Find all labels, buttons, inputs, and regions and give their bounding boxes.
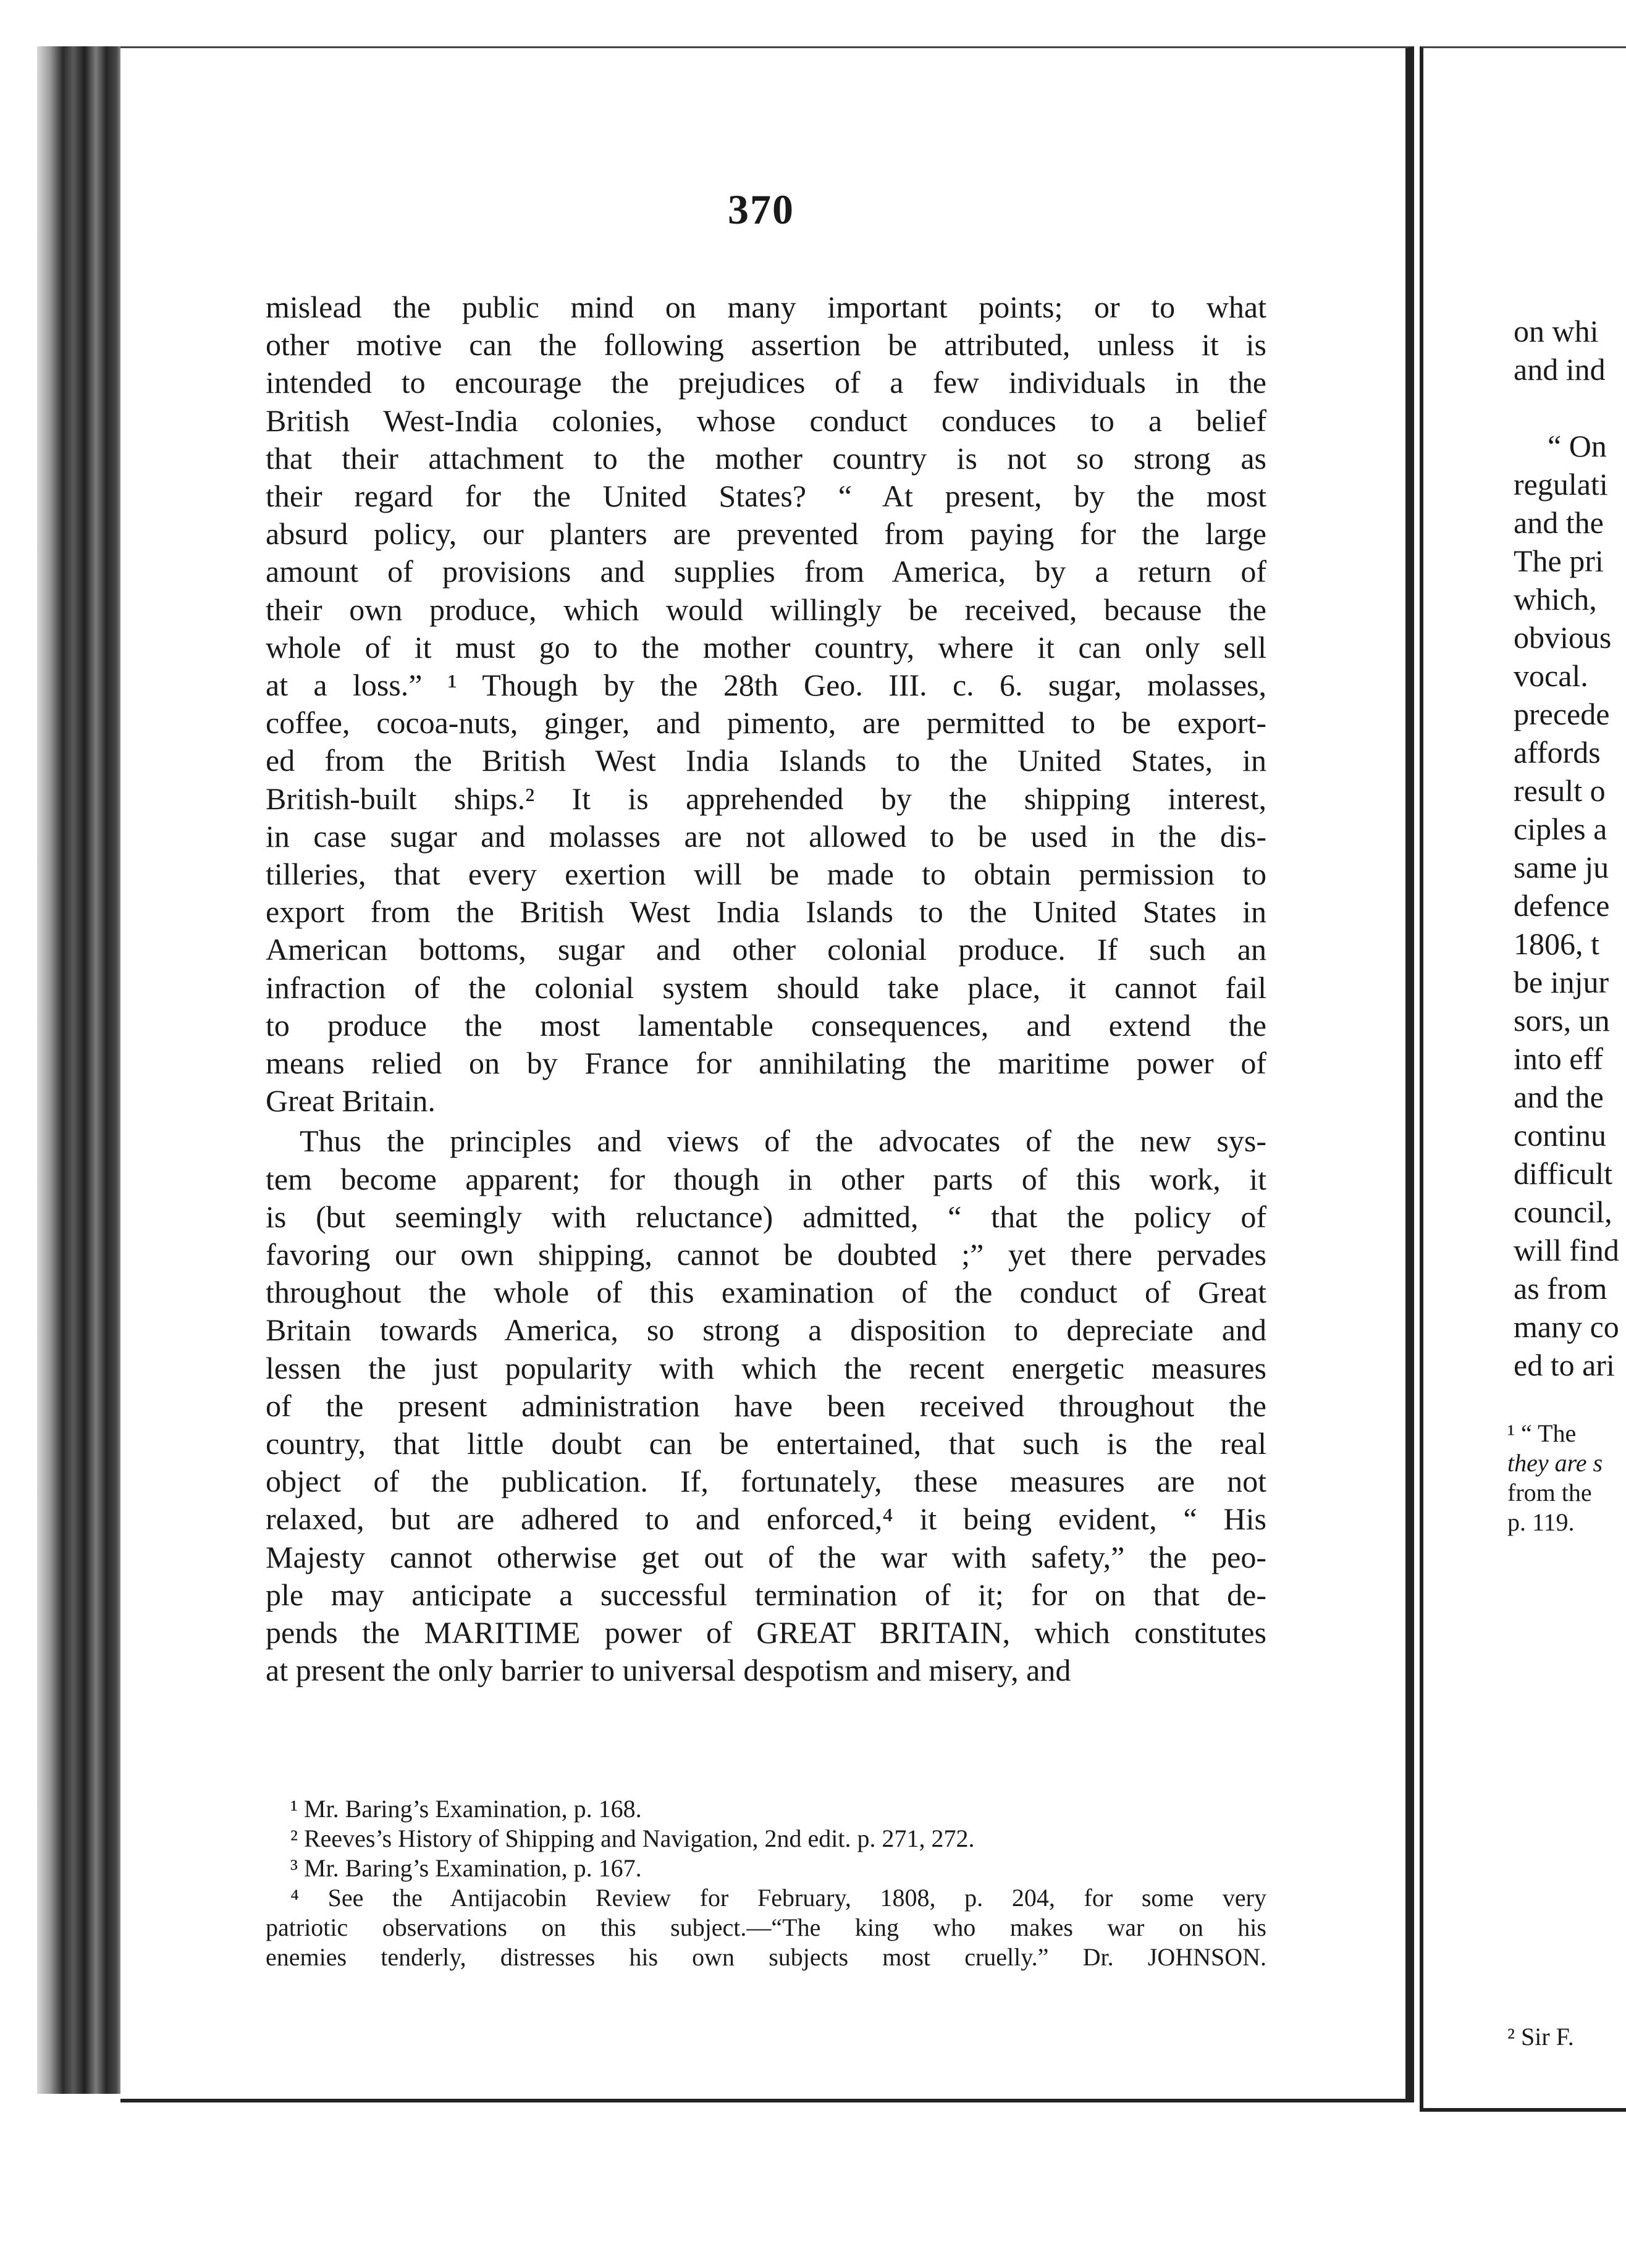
footnote-line: ² Reeves’s History of Shipping and Navigation, 2nd edit. p. 271, 272. — [290, 1825, 975, 1852]
right-page-line: The pri — [1514, 544, 1604, 578]
body-line: relaxed, but are adhered to and enforced,⁴ it being evident, “ His — [266, 1502, 1266, 1537]
right-page-line: into eff — [1514, 1041, 1603, 1076]
footnote-line: patriotic observations on this subject.—“The king who makes war on his — [266, 1913, 1266, 1941]
right-footnote-line: from the — [1507, 1479, 1592, 1506]
body-line: country, that little doubt can be entertained, that such is the real — [266, 1426, 1266, 1461]
right-page-line: and ind — [1514, 352, 1606, 387]
body-line: is (but seemingly with reluctance) admitted, “ that the policy of — [266, 1199, 1266, 1234]
right-footnote-line: ¹ “ The — [1507, 1419, 1577, 1447]
right-page-line: continu — [1514, 1118, 1606, 1153]
right-footnote-line: they are s — [1507, 1449, 1603, 1477]
body-line: coffee, cocoa-nuts, ginger, and pimento, are permitted to be export- — [266, 705, 1266, 741]
right-page-line: council, — [1514, 1195, 1612, 1229]
body-line: in case sugar and molasses are not allowed to be used in the dis- — [266, 818, 1266, 854]
right-page-line: many co — [1514, 1309, 1619, 1344]
body-line: ed from the British West India Islands to the United States, in — [266, 743, 1266, 778]
right-page-line: and the — [1514, 1080, 1604, 1114]
body-line: favoring our own shipping, cannot be doubted ;” yet there pervades — [266, 1237, 1266, 1272]
right-page-line: difficult — [1514, 1156, 1613, 1191]
body-line: ple may anticipate a successful termination of it; for on that de- — [266, 1577, 1266, 1612]
right-page-line: “ On — [1548, 429, 1607, 463]
body-line: of the present administration have been received throughout the — [266, 1388, 1266, 1423]
right-page-line: regulati — [1514, 467, 1608, 502]
right-page-line: affords — [1514, 735, 1601, 770]
footnote-line: enemies tenderly, distresses his own subjects most cruelly.” Dr. JOHNSON. — [266, 1943, 1266, 1971]
right-page-line: 1806, t — [1514, 926, 1599, 961]
right-page-line: on whi — [1514, 314, 1599, 348]
body-line: object of the publication. If, fortunately, these measures are not — [266, 1464, 1266, 1499]
body-line: tem become apparent; for though in other parts of this work, it — [266, 1161, 1266, 1196]
body-line: British-built ships.² It is apprehended by the shipping interest, — [266, 781, 1266, 816]
right-page-line: be injur — [1514, 965, 1609, 999]
body-line: at present the only barrier to universal despotism and misery, and — [266, 1653, 1071, 1688]
body-line: means relied on by France for annihilating the maritime power of — [266, 1046, 1266, 1080]
body-line: lessen the just popularity with which the recent energetic measures — [266, 1350, 1266, 1385]
right-page-line: same ju — [1514, 850, 1609, 884]
body-line: British West-India colonies, whose conduct conduces to a belief — [266, 403, 1266, 438]
right-page-line: and the — [1514, 505, 1604, 540]
body-line: Thus the principles and views of the advocates of the new sys- — [300, 1124, 1266, 1159]
body-line: mislead the public mind on many important points; or to what — [266, 290, 1266, 324]
right-page-line: vocal. — [1514, 658, 1588, 693]
body-line: absurd policy, our planters are prevented from paying for the large — [266, 516, 1266, 552]
body-line: American bottoms, sugar and other colonial produce. If such an — [266, 932, 1266, 967]
body-line: throughout the whole of this examination of the conduct of Great — [266, 1275, 1266, 1310]
body-line: at a loss.” ¹ Though by the 28th Geo. III. c. 6. sugar, molasses, — [266, 668, 1266, 702]
body-line: tilleries, that every exertion will be made to obtain permission to — [266, 857, 1266, 891]
body-line: whole of it must go to the mother country, where it can only sell — [266, 629, 1266, 665]
right-footnote-line: p. 119. — [1507, 1508, 1575, 1536]
body-line: infraction of the colonial system should take place, it cannot fail — [266, 970, 1266, 1005]
footnote-line: ¹ Mr. Baring’s Examination, p. 168. — [290, 1795, 642, 1823]
body-line: amount of provisions and supplies from America, by a return of — [266, 554, 1266, 589]
body-line: to produce the most lamentable consequences, and extend the — [266, 1007, 1266, 1043]
right-page-line — [1514, 388, 1626, 427]
body-line: other motive can the following assertion be attributed, unless it is — [266, 327, 1266, 363]
right-page-line: will find — [1514, 1233, 1619, 1267]
right-page-line: ed to ari — [1514, 1348, 1615, 1382]
right-page-line: as from — [1514, 1271, 1607, 1306]
book-edge — [37, 46, 124, 2094]
body-line: intended to encourage the prejudices of a few individuals in the — [266, 365, 1266, 400]
body-line: pends the MARITIME power of GREAT BRITAIN, which constitutes — [266, 1615, 1266, 1650]
right-bottom-footnote: ² Sir F. — [1507, 2023, 1574, 2051]
body-line: their regard for the United States? “ At present, by the most — [266, 479, 1266, 513]
right-page-line: which, — [1514, 582, 1597, 616]
body-line: their own produce, which would willingly be received, because the — [266, 592, 1266, 627]
right-page-line: result o — [1514, 773, 1606, 808]
footnote-line: ³ Mr. Baring’s Examination, p. 167. — [290, 1854, 642, 1882]
footnote-line: ⁴ See the Antijacobin Review for February, 1808, p. 204, for some very — [290, 1884, 1266, 1912]
right-page-line: defence — [1514, 888, 1610, 923]
page-number: 370 — [728, 186, 794, 233]
body-line: export from the British West India Islands to the United States in — [266, 894, 1266, 930]
body-line: that their attachment to the mother country is not so strong as — [266, 440, 1266, 476]
body-line: Britain towards America, so strong a disposition to depreciate and — [266, 1312, 1266, 1348]
body-line: Great Britain. — [266, 1083, 436, 1119]
right-page-line: obvious — [1514, 620, 1612, 655]
right-page-line: ciples a — [1514, 812, 1607, 846]
right-page-line: sors, un — [1514, 1003, 1610, 1038]
right-page-line: precede — [1514, 697, 1610, 731]
body-line: Majesty cannot otherwise get out of the war with safety,” the peo- — [266, 1539, 1266, 1574]
